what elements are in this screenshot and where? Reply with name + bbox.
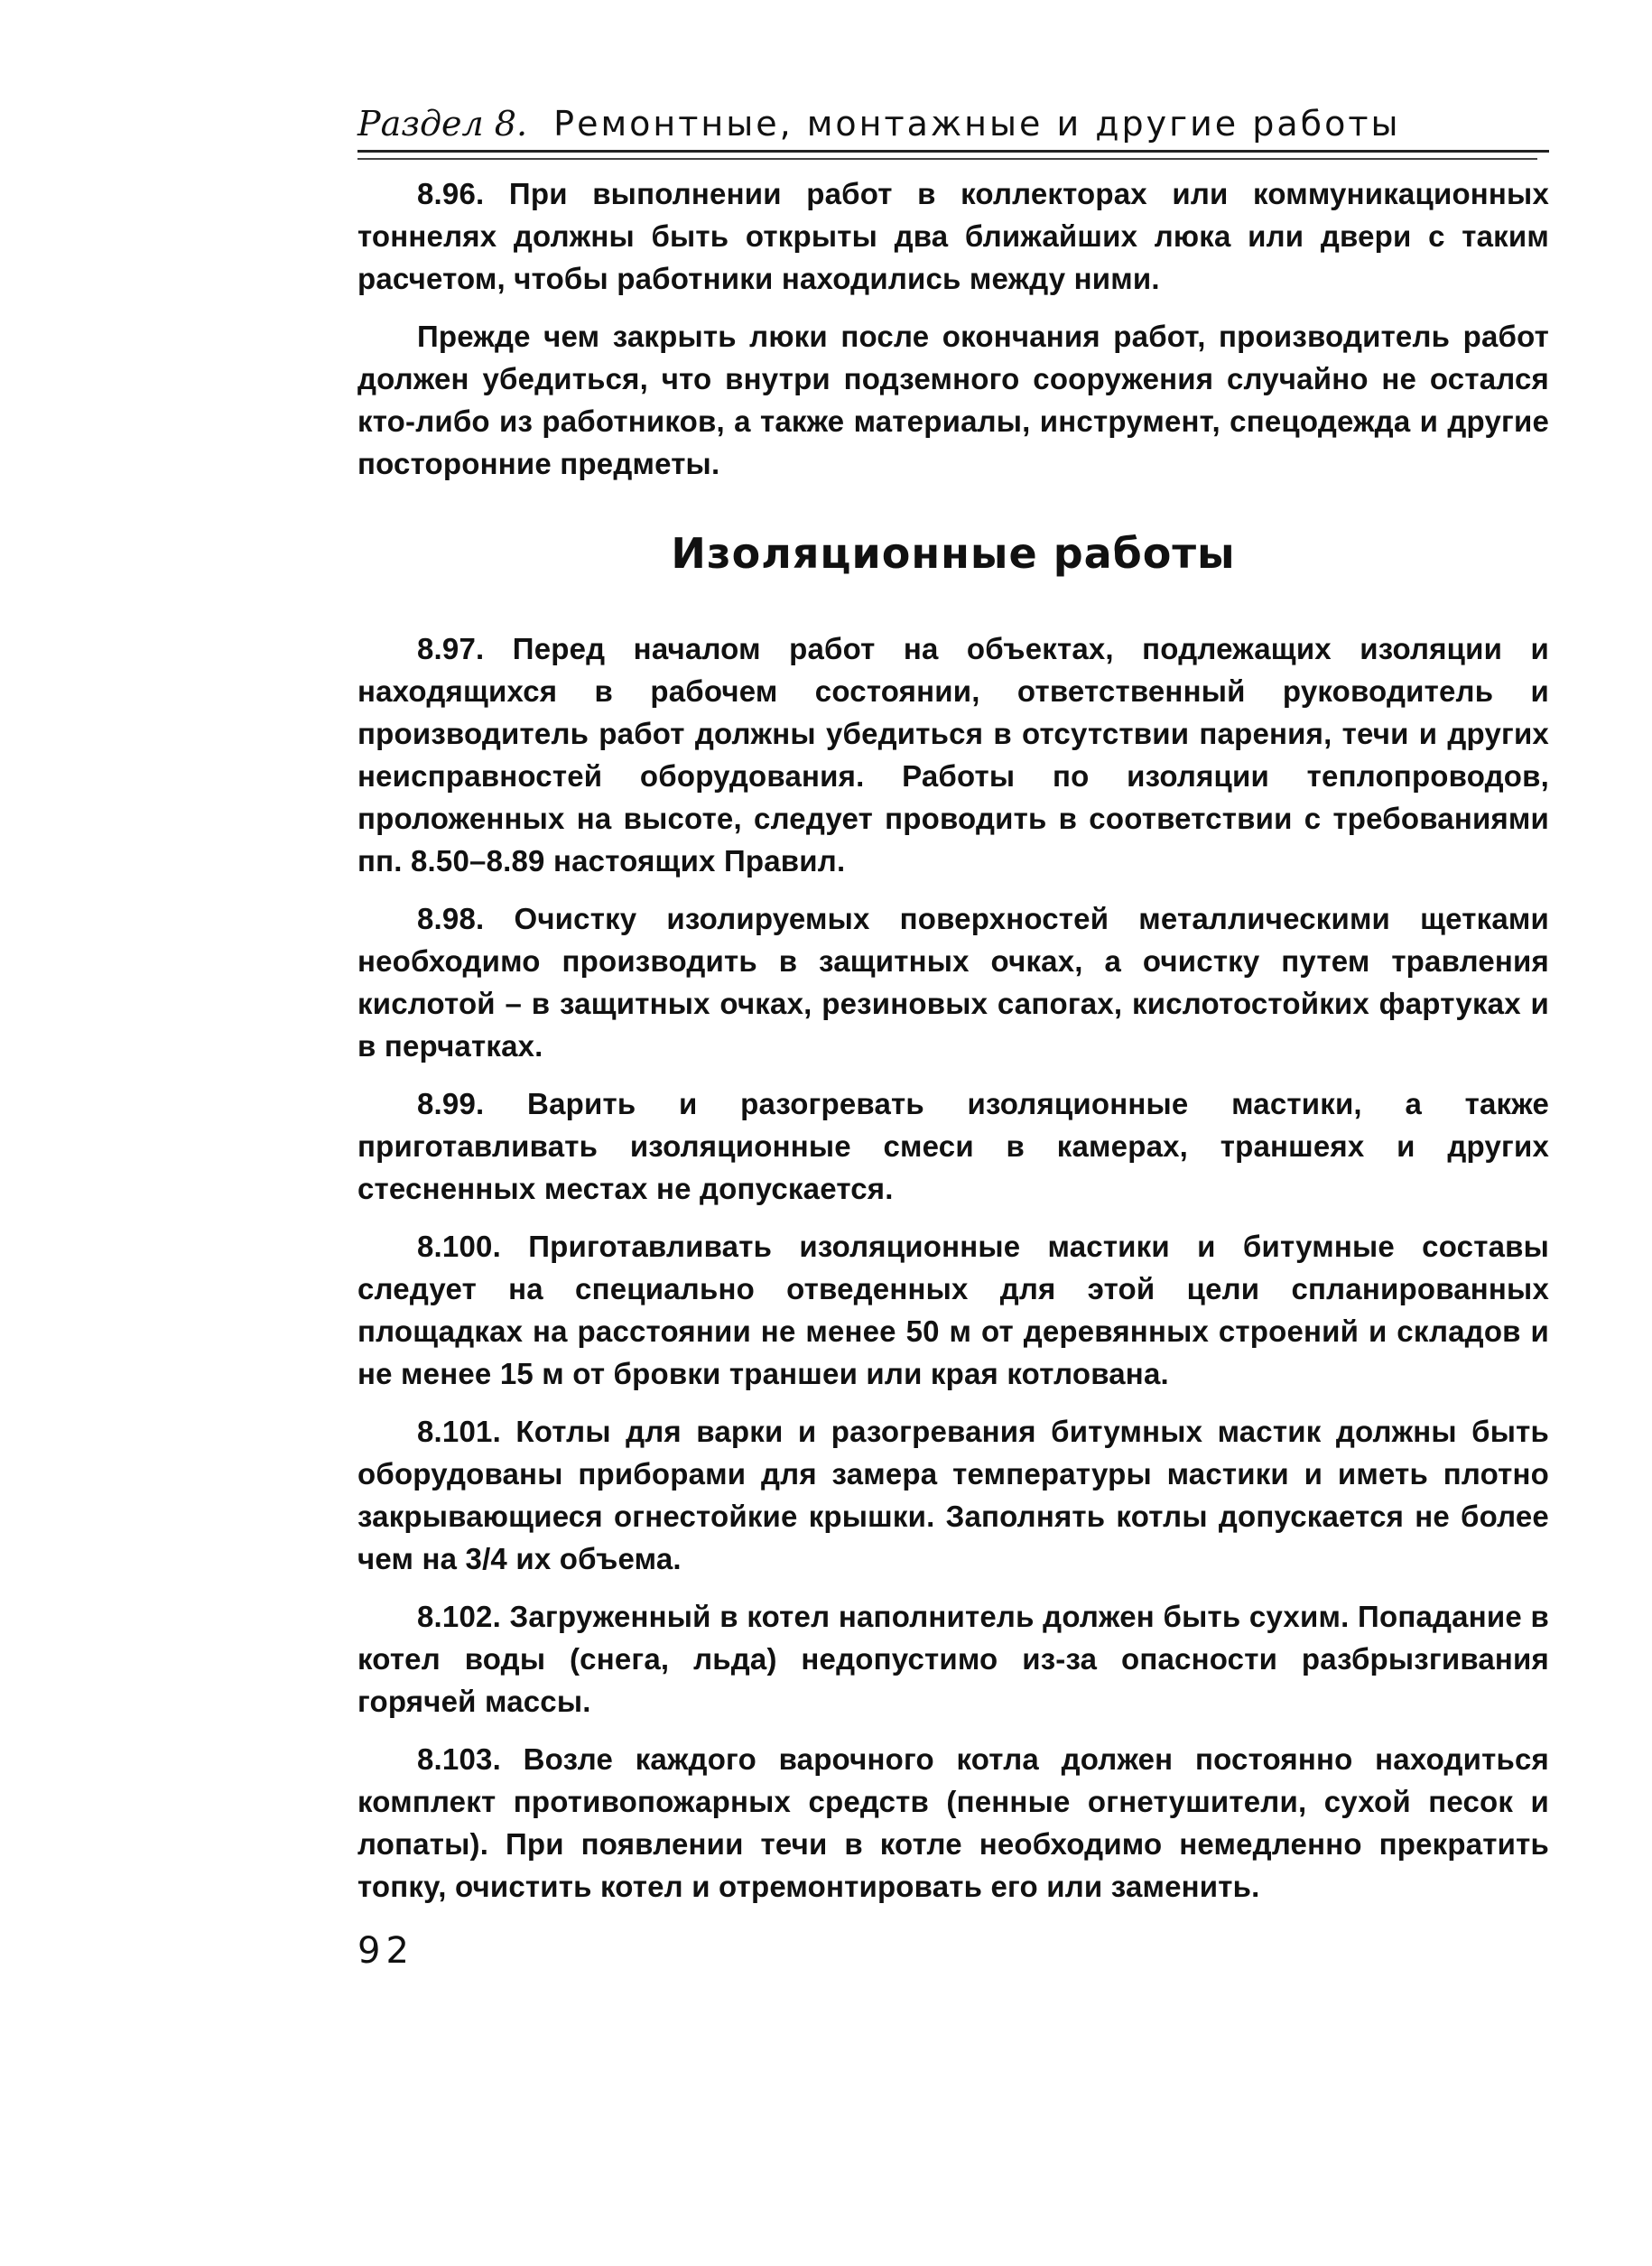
running-head xyxy=(357,101,1549,146)
body-text-top xyxy=(357,172,1549,485)
paragraph-8-96: 8.96. При выполнении работ в коллекторах или коммуникационных тоннелях должны быть открыты два ближайших люка или двери с таким расчетом, чтобы работники находились между ними. xyxy=(357,177,1549,295)
paragraph-8-98: 8.98. Очистку изолируемых поверхностей металлическими щетками необходимо производить в защитных очках, а очистку путем травления кислотой – в защитных очках, резиновых сапогах, кислотостойких фартуках и в перчатках. xyxy=(357,902,1549,1063)
paragraph-8-102: 8.102. Загруженный в котел наполнитель должен быть сухим. Попадание в котел воды (снега, льда) недопустимо из-за опасности разбрызгивания горячей массы. xyxy=(357,1600,1549,1718)
paragraph-hatch-closing: Прежде чем закрыть люки после окончания работ, производитель работ должен убедиться, что внутри подземного сооружения случайно не остался кто-либо из работников, а также материалы, инструмент, спецодежда и другие посторонние предметы. xyxy=(357,320,1549,480)
body-text-main xyxy=(357,627,1549,1908)
section-title: Ремонтные, монтажные и другие работы xyxy=(553,104,1401,144)
document-page xyxy=(357,101,1549,1971)
paragraph-8-99: 8.99. Варить и разогревать изоляционные мастики, а также приготавливать изоляционные смеси в камерах, траншеях и других стесненных местах не допускается. xyxy=(357,1087,1549,1205)
section-label: Раздел 8. xyxy=(357,104,528,144)
paragraph-8-100: 8.100. Приготавливать изоляционные мастики и битумные составы следует на специально отведенных для этой цели спланированных площадках на расстоянии не менее 50 м от деревянных строений и складов и не менее 15 м от бровки траншеи или края котлована. xyxy=(357,1230,1549,1390)
header-rule xyxy=(357,150,1549,153)
paragraph-8-103: 8.103. Возле каждого варочного котла должен постоянно находиться комплект противопожарных средств (пенные огнетушители, сухой песок и лопаты). При появлении течи в котле необходимо немедленно прекратить топку, очистить котел и отремонтировать его или заменить. xyxy=(357,1742,1549,1903)
page-number: 92 xyxy=(357,1930,414,1972)
header-rule-secondary xyxy=(357,158,1537,160)
paragraph-8-97: 8.97. Перед началом работ на объектах, подлежащих изоляции и находящихся в рабочем состоянии, ответственный руководитель и производитель работ должны убедиться в отсутствии парения, течи и других неисправностей оборудования. Работы по изоляции теплопроводов, проложенных на высоте, следует проводить в соответствии с требованиями пп. 8.50–8.89 настоящих Правил. xyxy=(357,632,1549,878)
paragraph-8-101: 8.101. Котлы для варки и разогревания битумных мастик должны быть оборудованы приборами для замера температуры мастики и иметь плотно закрывающиеся огнестойкие крышки. Заполнять котлы допускается не более чем на 3/4 их объема. xyxy=(357,1415,1549,1575)
section-heading: Изоляционные работы xyxy=(671,529,1236,578)
